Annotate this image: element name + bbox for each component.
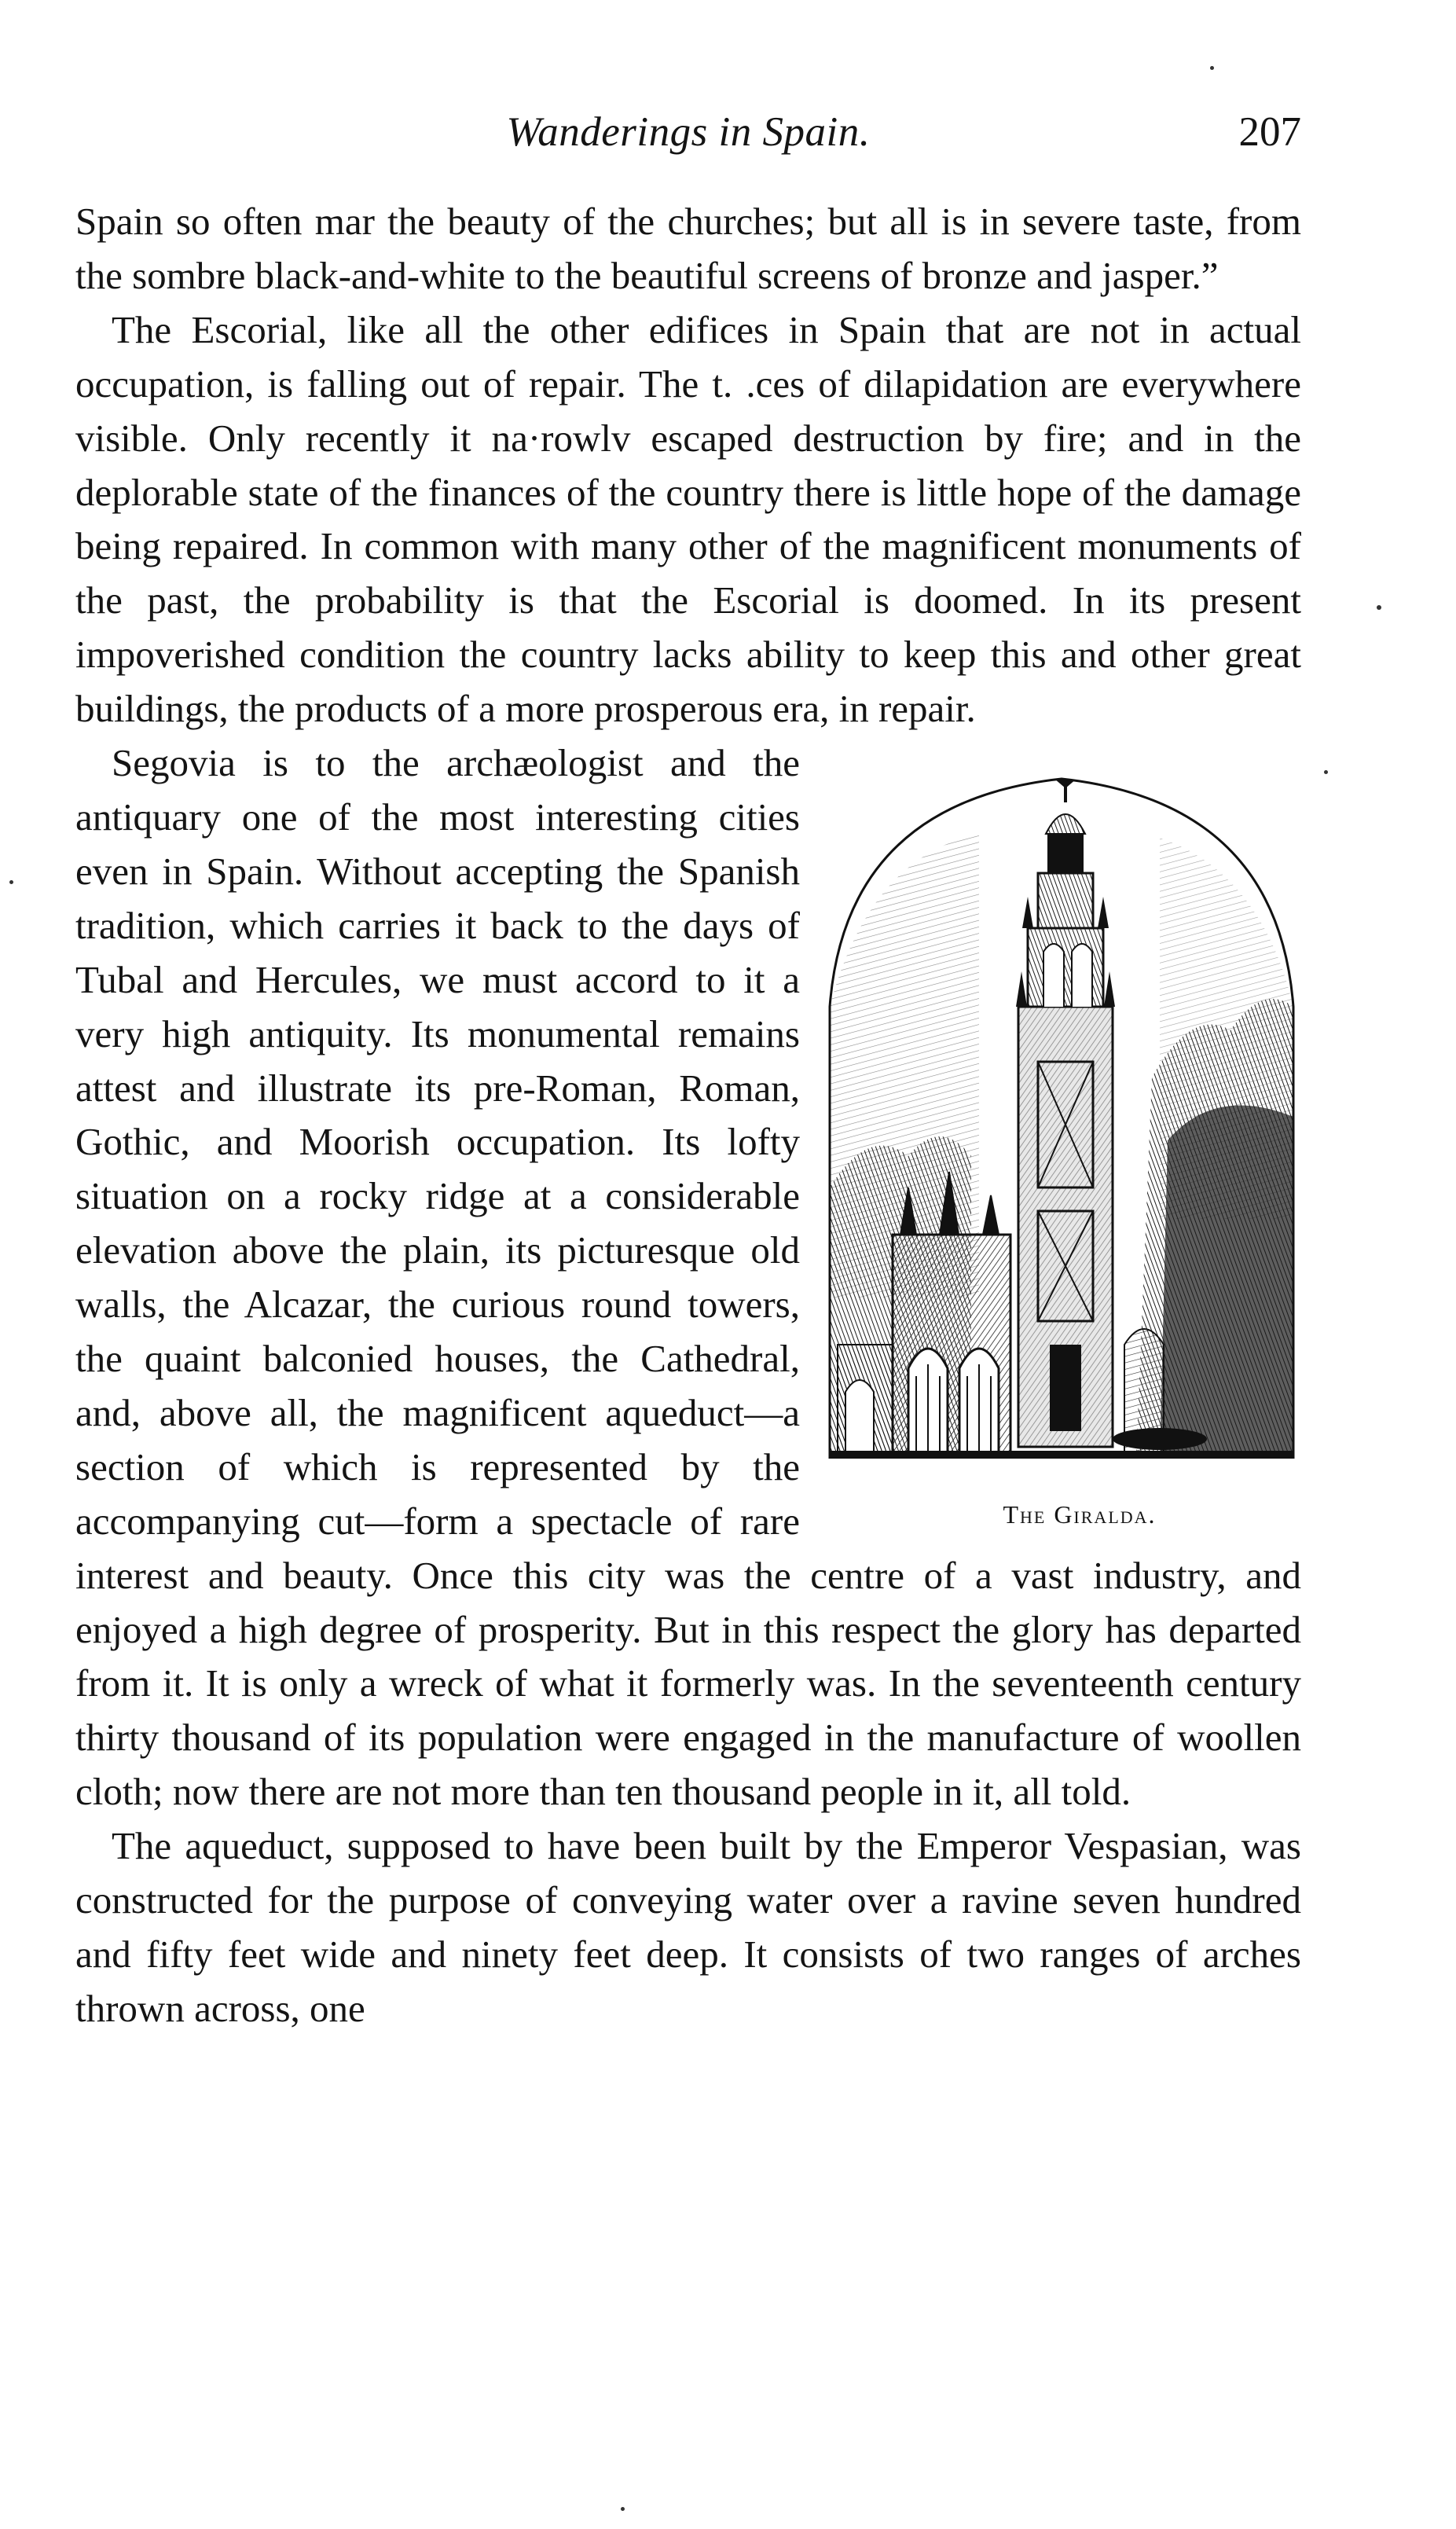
paper-speck (621, 2507, 625, 2511)
paper-speck (1210, 66, 1214, 70)
paper-speck (9, 880, 13, 884)
paragraph-continuation: Spain so often mar the beauty of the churches; but all is in severe taste, from the sombre black-and-white to the beautiful screens of bronze and jasper.” (75, 200, 1301, 297)
body-text (75, 195, 1301, 2036)
paragraph-escorial: The Escorial, like all the other edifices in Spain that are not in actual occupation, is falling out of repair. The t. .ces of dilapidation are everywhere visible. Only recently it na·rowlv escaped destruction by fire; and in the deplorable state of the finances of the country there is little hope of the damage being repaired. In common with many other of the magnificent monuments of the past, the probability is that the Escorial is doomed. In its present impoverished condition the country lacks ability to keep this and other great buildings, the products of a more prosperous era, in repair. (75, 307, 1301, 731)
paragraph-segovia (75, 736, 1301, 1819)
figure (822, 747, 1301, 1529)
paper-speck (1377, 605, 1381, 610)
paper-speck (1324, 770, 1328, 774)
page-header (75, 101, 1301, 163)
figure-caption: The Giralda. (1003, 1500, 1157, 1529)
paragraph-segovia-text: Segovia is to the archæologist and the antiquary one of the most interesting cities even in Spain. Without accepting the Spanish tradition, which carries it back to the days of Tubal and Hercules, we must accord to it a very high antiquity. Its monumental remains attest and illustrate its pre-Roman, Roman, Gothic, and Moorish occupation. Its lofty situation on a rocky ridge at a considerable elevation above the plain, its picturesque old walls, the Alcazar, the curious round towers, the quaint balconied houses, the Cathedral, and, above all, the magnificent aqueduct—a section of which is represented by the accompanying cut—form a spectacle of rare interest and beauty. Once this city was the centre of a vast industry, and enjoyed a high degree of prosperity. But in this respect the glory has departed from it. It is only a wreck of what it formerly was. In the seventeenth century thirty thousand of its population were engaged in the manufacture of woollen cloth; now there are not more than ten thousand people in it, all told. (75, 741, 1301, 1814)
page-number: 207 (1238, 109, 1301, 155)
paragraph-aqueduct: The aqueduct, supposed to have been built by the Emperor Vespasian, was constructed for the purpose of conveying water over a ravine seven hundred and fifty feet wide and ninety feet deep. It consists of two ranges of arches thrown across, one (75, 1824, 1301, 2030)
giralda-engraving (822, 747, 1301, 1470)
running-title: Wanderings in Spain. (506, 109, 871, 155)
